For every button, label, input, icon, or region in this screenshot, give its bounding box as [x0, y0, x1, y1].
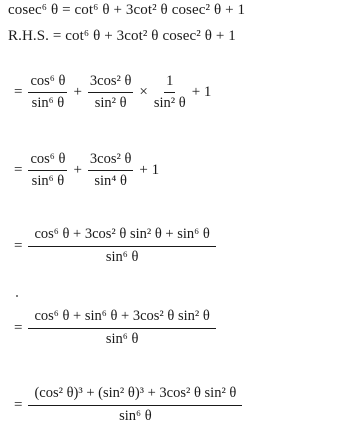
step-5: [8, 385, 242, 425]
denominator: sin⁴ θ: [94, 173, 127, 189]
equals-sign: =: [14, 396, 23, 413]
numerator: cos⁶ θ + 3cos² θ sin² θ + sin⁶ θ: [28, 226, 215, 247]
numerator: (cos² θ)³ + (sin² θ)³ + 3cos² θ sin² θ: [28, 385, 242, 406]
times-sign: ×: [139, 84, 148, 100]
numerator: 3cos² θ: [88, 151, 134, 171]
rhs-statement: R.H.S. = cot⁶ θ + 3cot² θ cosec² θ + 1: [8, 28, 236, 44]
step-3: [8, 226, 216, 266]
numerator: cos⁶ θ + sin⁶ θ + 3cos² θ sin² θ: [28, 308, 215, 329]
rearranged-fraction: [28, 308, 215, 348]
numerator: 1: [164, 73, 175, 93]
step-1: [8, 73, 217, 112]
equals-sign: =: [14, 237, 23, 254]
plus-one: + 1: [139, 162, 160, 178]
fraction-3cos2-over-sin4: [88, 151, 134, 190]
denominator: sin² θ: [153, 95, 186, 111]
plus-sign: +: [73, 162, 82, 178]
plus-one: + 1: [191, 84, 212, 100]
denominator: sin⁶ θ: [31, 95, 65, 111]
fraction-cos6-over-sin6: [28, 151, 67, 190]
plus-sign: +: [73, 84, 82, 100]
equals-sign: =: [14, 84, 23, 100]
denominator: sin⁶ θ: [105, 249, 139, 265]
identity-statement: cosec⁶ θ = cot⁶ θ + 3cot² θ cosec² θ + 1: [8, 2, 246, 18]
denominator: sin⁶ θ: [119, 408, 152, 424]
denominator: sin⁶ θ: [105, 331, 139, 347]
equals-sign: =: [14, 162, 23, 178]
numerator: cos⁶ θ: [28, 151, 67, 171]
numerator: cos⁶ θ: [28, 73, 67, 93]
fraction-cos6-over-sin6: [28, 73, 67, 112]
fraction-1-over-sin2: [154, 73, 186, 112]
scan-speck: [16, 295, 18, 297]
step-2: [8, 151, 165, 190]
step-4: [8, 308, 216, 348]
denominator: sin⁶ θ: [31, 173, 65, 189]
numerator: 3cos² θ: [88, 73, 134, 93]
equals-sign: =: [14, 319, 23, 336]
denominator: sin² θ: [94, 95, 127, 111]
cubes-fraction: [28, 385, 242, 425]
combined-fraction: [28, 226, 215, 266]
fraction-3cos2-over-sin2: [88, 73, 134, 112]
